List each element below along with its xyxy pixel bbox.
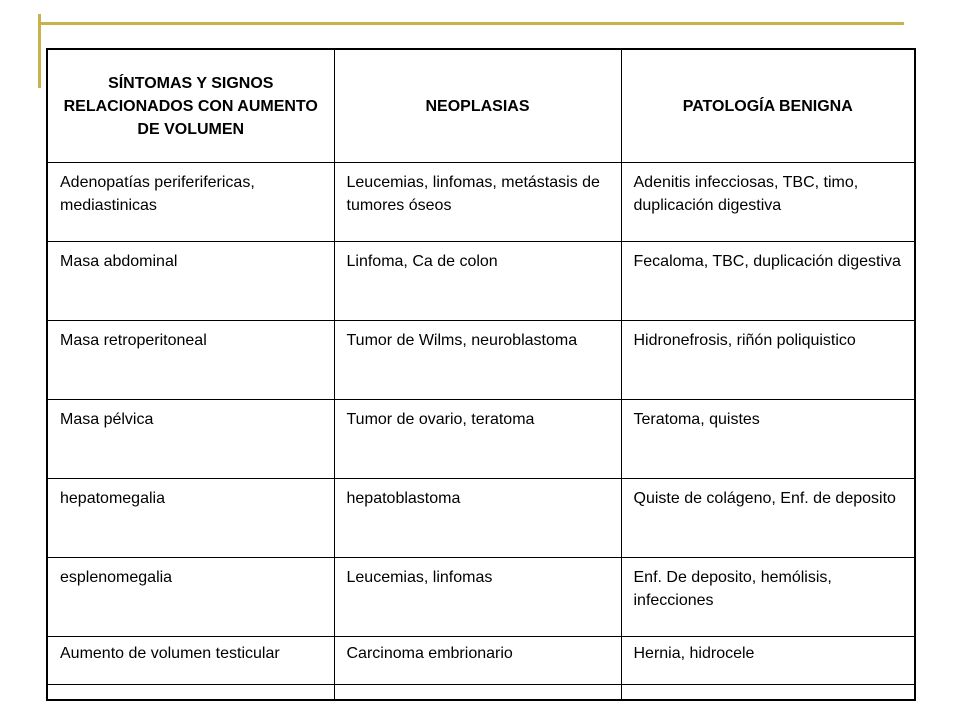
table-row: [47, 321, 915, 400]
cell-benign: Adenitis infecciosas, TBC, timo, duplicación digestiva: [621, 163, 915, 242]
cell-benign: Hernia, hidrocele: [621, 637, 915, 685]
cell-empty: [334, 685, 621, 701]
accent-line-horizontal: [38, 22, 904, 25]
header-neoplasias: NEOPLASIAS: [334, 49, 621, 163]
table-row: [47, 400, 915, 479]
cell-benign: Hidronefrosis, riñón poliquistico: [621, 321, 915, 400]
cell-neoplasia: Tumor de Wilms, neuroblastoma: [334, 321, 621, 400]
table-row: [47, 637, 915, 685]
cell-benign: Enf. De deposito, hemólisis, infecciones: [621, 558, 915, 637]
cell-empty: [47, 685, 334, 701]
cell-benign: Fecaloma, TBC, duplicación digestiva: [621, 242, 915, 321]
header-symptoms: SÍNTOMAS Y SIGNOS RELACIONADOS CON AUMENTO DE VOLUMEN: [47, 49, 334, 163]
cell-symptom: Masa pélvica: [47, 400, 334, 479]
cell-symptom: hepatomegalia: [47, 479, 334, 558]
cell-neoplasia: Linfoma, Ca de colon: [334, 242, 621, 321]
cell-neoplasia: hepatoblastoma: [334, 479, 621, 558]
cell-symptom: Masa retroperitoneal: [47, 321, 334, 400]
cell-neoplasia: Carcinoma embrionario: [334, 637, 621, 685]
accent-line-vertical: [38, 14, 41, 88]
cell-benign: Quiste de colágeno, Enf. de deposito: [621, 479, 915, 558]
cell-neoplasia: Tumor de ovario, teratoma: [334, 400, 621, 479]
cell-symptom: esplenomegalia: [47, 558, 334, 637]
cell-symptom: Masa abdominal: [47, 242, 334, 321]
cell-empty: [621, 685, 915, 701]
cell-neoplasia: Leucemias, linfomas: [334, 558, 621, 637]
table-row: [47, 163, 915, 242]
table-row-empty: [47, 685, 915, 701]
cell-neoplasia: Leucemias, linfomas, metástasis de tumores óseos: [334, 163, 621, 242]
header-row: [47, 49, 915, 163]
table-container: [46, 48, 914, 664]
table-row: [47, 479, 915, 558]
table-row: [47, 558, 915, 637]
cell-symptom: Aumento de volumen testicular: [47, 637, 334, 685]
symptoms-table: [46, 48, 916, 701]
table-row: [47, 242, 915, 321]
header-benign: PATOLOGÍA BENIGNA: [621, 49, 915, 163]
cell-benign: Teratoma, quistes: [621, 400, 915, 479]
cell-symptom: Adenopatías periferifericas, mediastinicas: [47, 163, 334, 242]
